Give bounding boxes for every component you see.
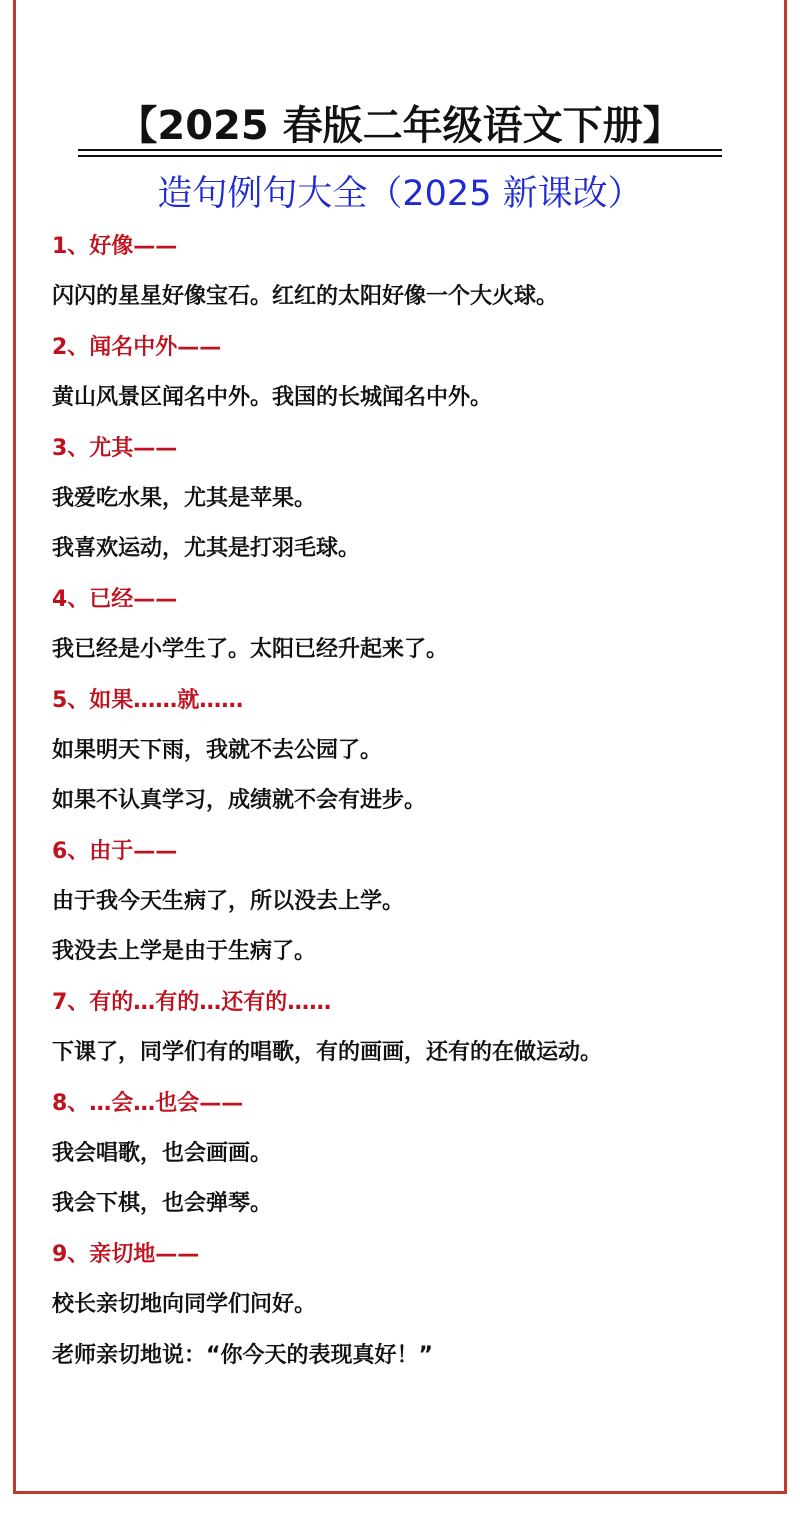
entry-sentence: 我爱吃水果，尤其是苹果。 [52,485,317,511]
entry-heading: 1、好像—— [52,234,178,259]
entry-sentence: 老师亲切地说：“你今天的表现真好！” [52,1342,433,1368]
entry-sentence: 闪闪的星星好像宝石。红红的太阳好像一个大火球。 [52,284,559,310]
entry-sentence: 由于我今天生病了，所以没去上学。 [52,889,405,915]
entry-sentence: 黄山风景区闻名中外。我国的长城闻名中外。 [52,385,493,411]
entry-4 [52,575,782,676]
entry-heading: 2、闻名中外—— [52,334,222,360]
entry-8 [52,1079,782,1230]
entry-heading: 3、尤其—— [52,435,178,461]
page-title: 【2025 春版二年级语文下册】 [117,103,683,149]
entry-heading: 4、已经—— [52,586,178,612]
page-subtitle: 造句例句大全（2025 新课改） [157,174,643,214]
title-underline-bottom [78,155,722,157]
entry-sentence: 校长亲切地向同学们问好。 [52,1292,317,1318]
entry-5 [52,676,782,827]
entry-heading: 6、由于—— [52,838,178,864]
entry-heading: 8、…会…也会—— [52,1090,244,1116]
entry-7 [52,978,782,1079]
sentence-list [52,222,782,1381]
entry-sentence: 我没去上学是由于生病了。 [52,939,317,965]
entry-sentence: 如果不认真学习，成绩就不会有进步。 [52,788,427,814]
title-underline-top [78,149,722,151]
entry-sentence: 我已经是小学生了。太阳已经升起来了。 [52,637,449,663]
entry-3 [52,424,782,575]
entry-sentence: 我会下棋，也会弹琴。 [52,1191,273,1217]
entry-6 [52,827,782,978]
entry-9 [52,1230,782,1381]
entry-1 [52,222,782,323]
entry-heading: 9、亲切地—— [52,1241,200,1267]
entry-sentence: 我会唱歌，也会画画。 [52,1141,273,1167]
entry-sentence: 如果明天下雨，我就不去公园了。 [52,737,383,763]
entry-sentence: 下课了，同学们有的唱歌，有的画画，还有的在做运动。 [52,1040,603,1066]
entry-heading: 5、如果……就…… [52,687,244,713]
entry-heading: 7、有的…有的…还有的…… [52,989,332,1015]
entry-2 [52,323,782,424]
entry-sentence: 我喜欢运动，尤其是打羽毛球。 [52,536,361,562]
